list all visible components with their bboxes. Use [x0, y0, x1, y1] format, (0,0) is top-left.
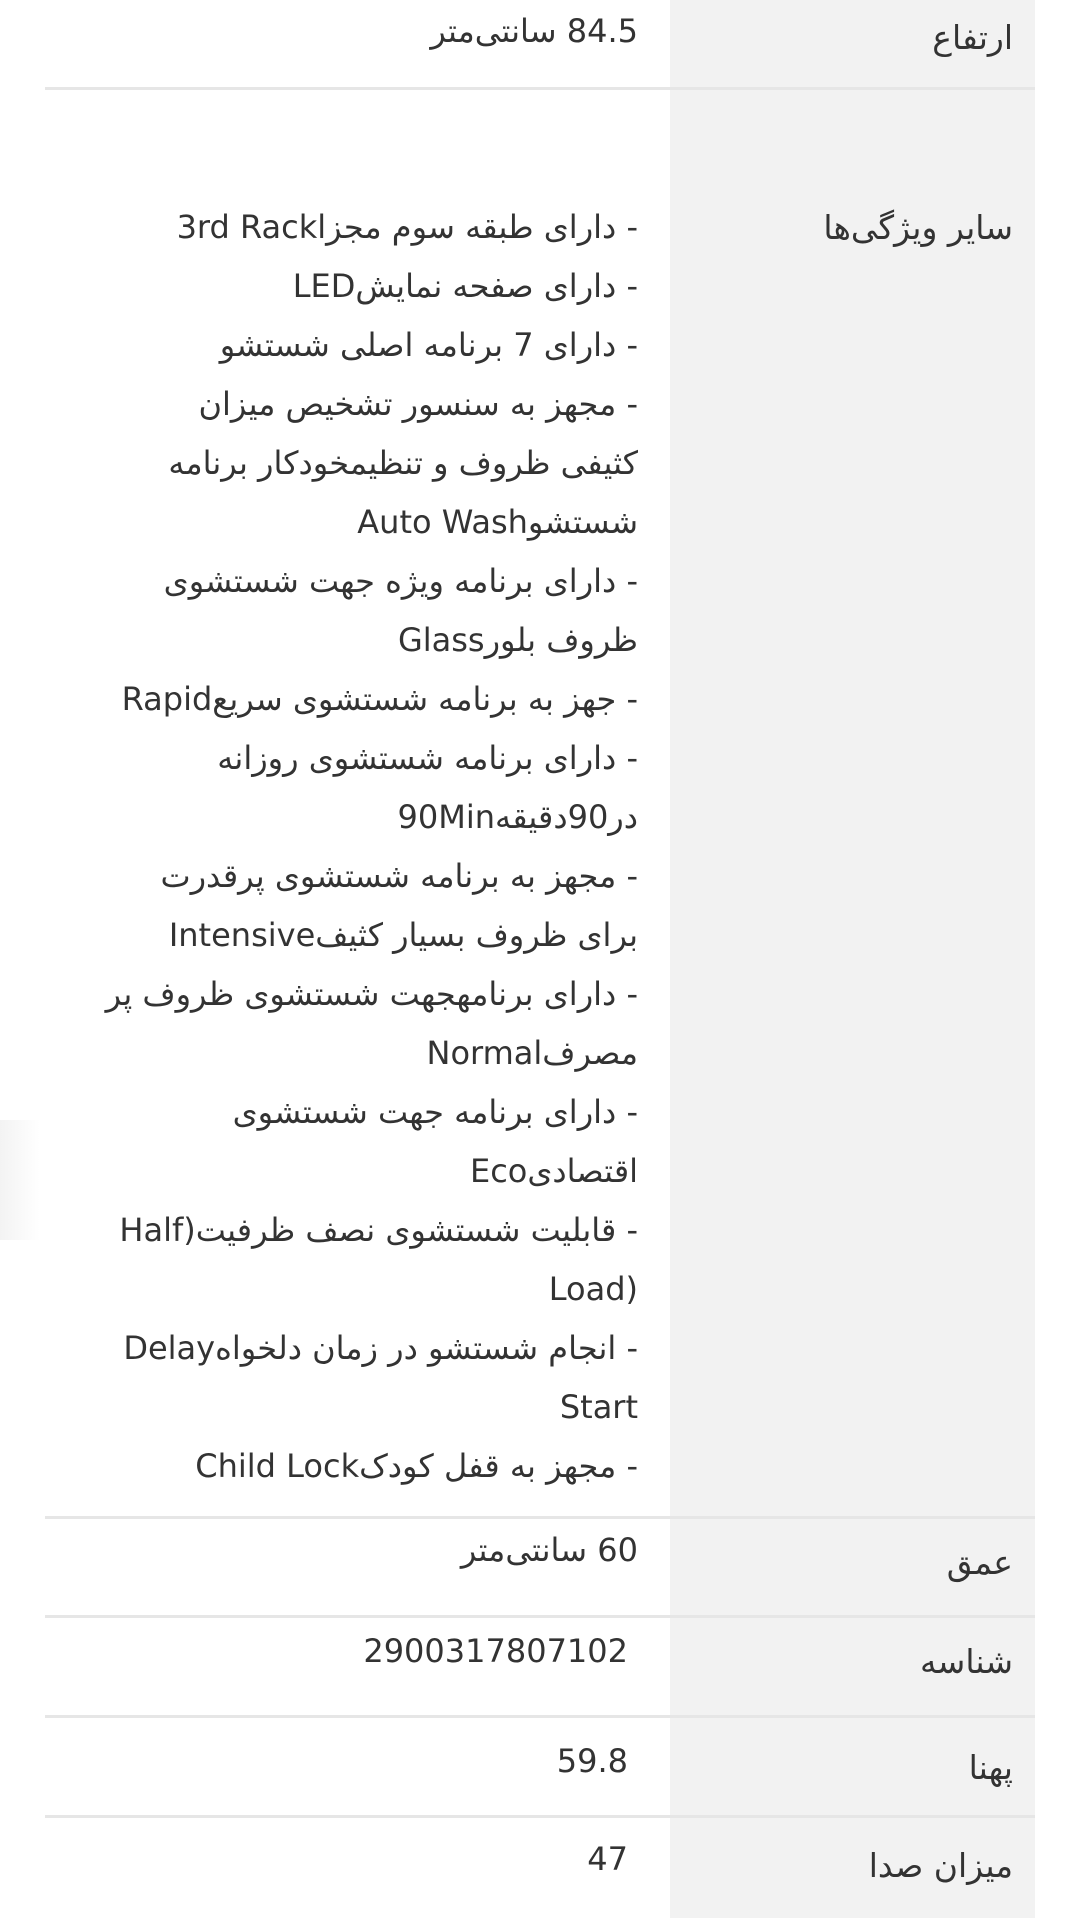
- feature-line: ظروف بلورGlass: [397, 621, 638, 659]
- feature-line: - دارای برنامه جهت شستشوی: [232, 1093, 638, 1131]
- feature-line: - دارای برنامه ویژه جهت شستشوی: [163, 562, 638, 600]
- feature-line: اقتصادیEco: [469, 1152, 638, 1190]
- spec-value-width: [45, 1718, 670, 1815]
- feature-line: - انجام شستشو در زمان دلخواهDelay: [123, 1329, 638, 1367]
- spec-row-noise: [45, 1818, 1035, 1918]
- spec-value-text: 84.5 سانتی‌متر: [430, 12, 638, 50]
- spec-row-id: [45, 1618, 1035, 1718]
- feature-line: - مجهز به قفل کودکChild Lock: [195, 1447, 638, 1485]
- spec-row-width: [45, 1718, 1035, 1818]
- spec-value-id: [45, 1618, 670, 1715]
- feature-line: - مجهز به برنامه شستشوی پرقدرت: [160, 857, 638, 895]
- feature-line: - دارای برنامهجهت شستشوی ظروف پر: [105, 975, 638, 1013]
- spec-row-features: [45, 90, 1035, 1519]
- spec-row-height: [45, 0, 1035, 90]
- spec-value-text: 60 سانتی‌متر: [460, 1531, 638, 1569]
- feature-line: برای ظروف بسیار کثیفIntensive: [168, 916, 638, 954]
- feature-line: - دارای طبقه سوم مجزا3rd Rack: [176, 208, 638, 246]
- spec-label-id: شناسه: [670, 1618, 1035, 1715]
- feature-line: - مجهز به سنسور تشخیص میزان: [198, 385, 638, 423]
- feature-line: در90دقیقه90Min: [397, 798, 638, 836]
- spec-label-width: پهنا: [670, 1718, 1035, 1815]
- feature-line: - دارای صفحه نمایشLED: [292, 267, 638, 305]
- feature-line: کثیفی ظروف و تنظیمخودکار برنامه: [168, 444, 638, 482]
- feature-line: - دارای برنامه شستشوی روزانه: [217, 739, 638, 777]
- spec-table: [45, 0, 1035, 1918]
- spec-value-height: [45, 0, 670, 87]
- spec-label-features: سایر ویژگی‌ها: [670, 90, 1035, 1516]
- feature-line: - قابلیت شستشوی نصف ظرفیت(Half: [119, 1211, 638, 1249]
- spec-label-noise: میزان صدا: [670, 1818, 1035, 1918]
- spec-value-text: 47: [587, 1840, 628, 1878]
- feature-line: مصرفNormal: [426, 1034, 638, 1072]
- page-edge-shadow: [0, 1120, 40, 1240]
- feature-line: Load): [548, 1270, 638, 1308]
- spec-label-height: ارتفاع: [670, 0, 1035, 87]
- spec-row-depth: [45, 1519, 1035, 1618]
- feature-line: - دارای 7 برنامه اصلی شستشو: [219, 326, 638, 364]
- spec-value-text: 2900317807102: [363, 1632, 628, 1670]
- spec-value-features: [45, 90, 670, 1516]
- spec-label-depth: عمق: [670, 1519, 1035, 1615]
- spec-value-depth: [45, 1519, 670, 1615]
- spec-value-noise: [45, 1818, 670, 1918]
- feature-line: - جهز به برنامه شستشوی سریعRapid: [121, 680, 638, 718]
- spec-value-text: 59.8: [556, 1742, 628, 1780]
- feature-line: شستشوAuto Wash: [357, 503, 638, 541]
- feature-line: Start: [559, 1388, 638, 1426]
